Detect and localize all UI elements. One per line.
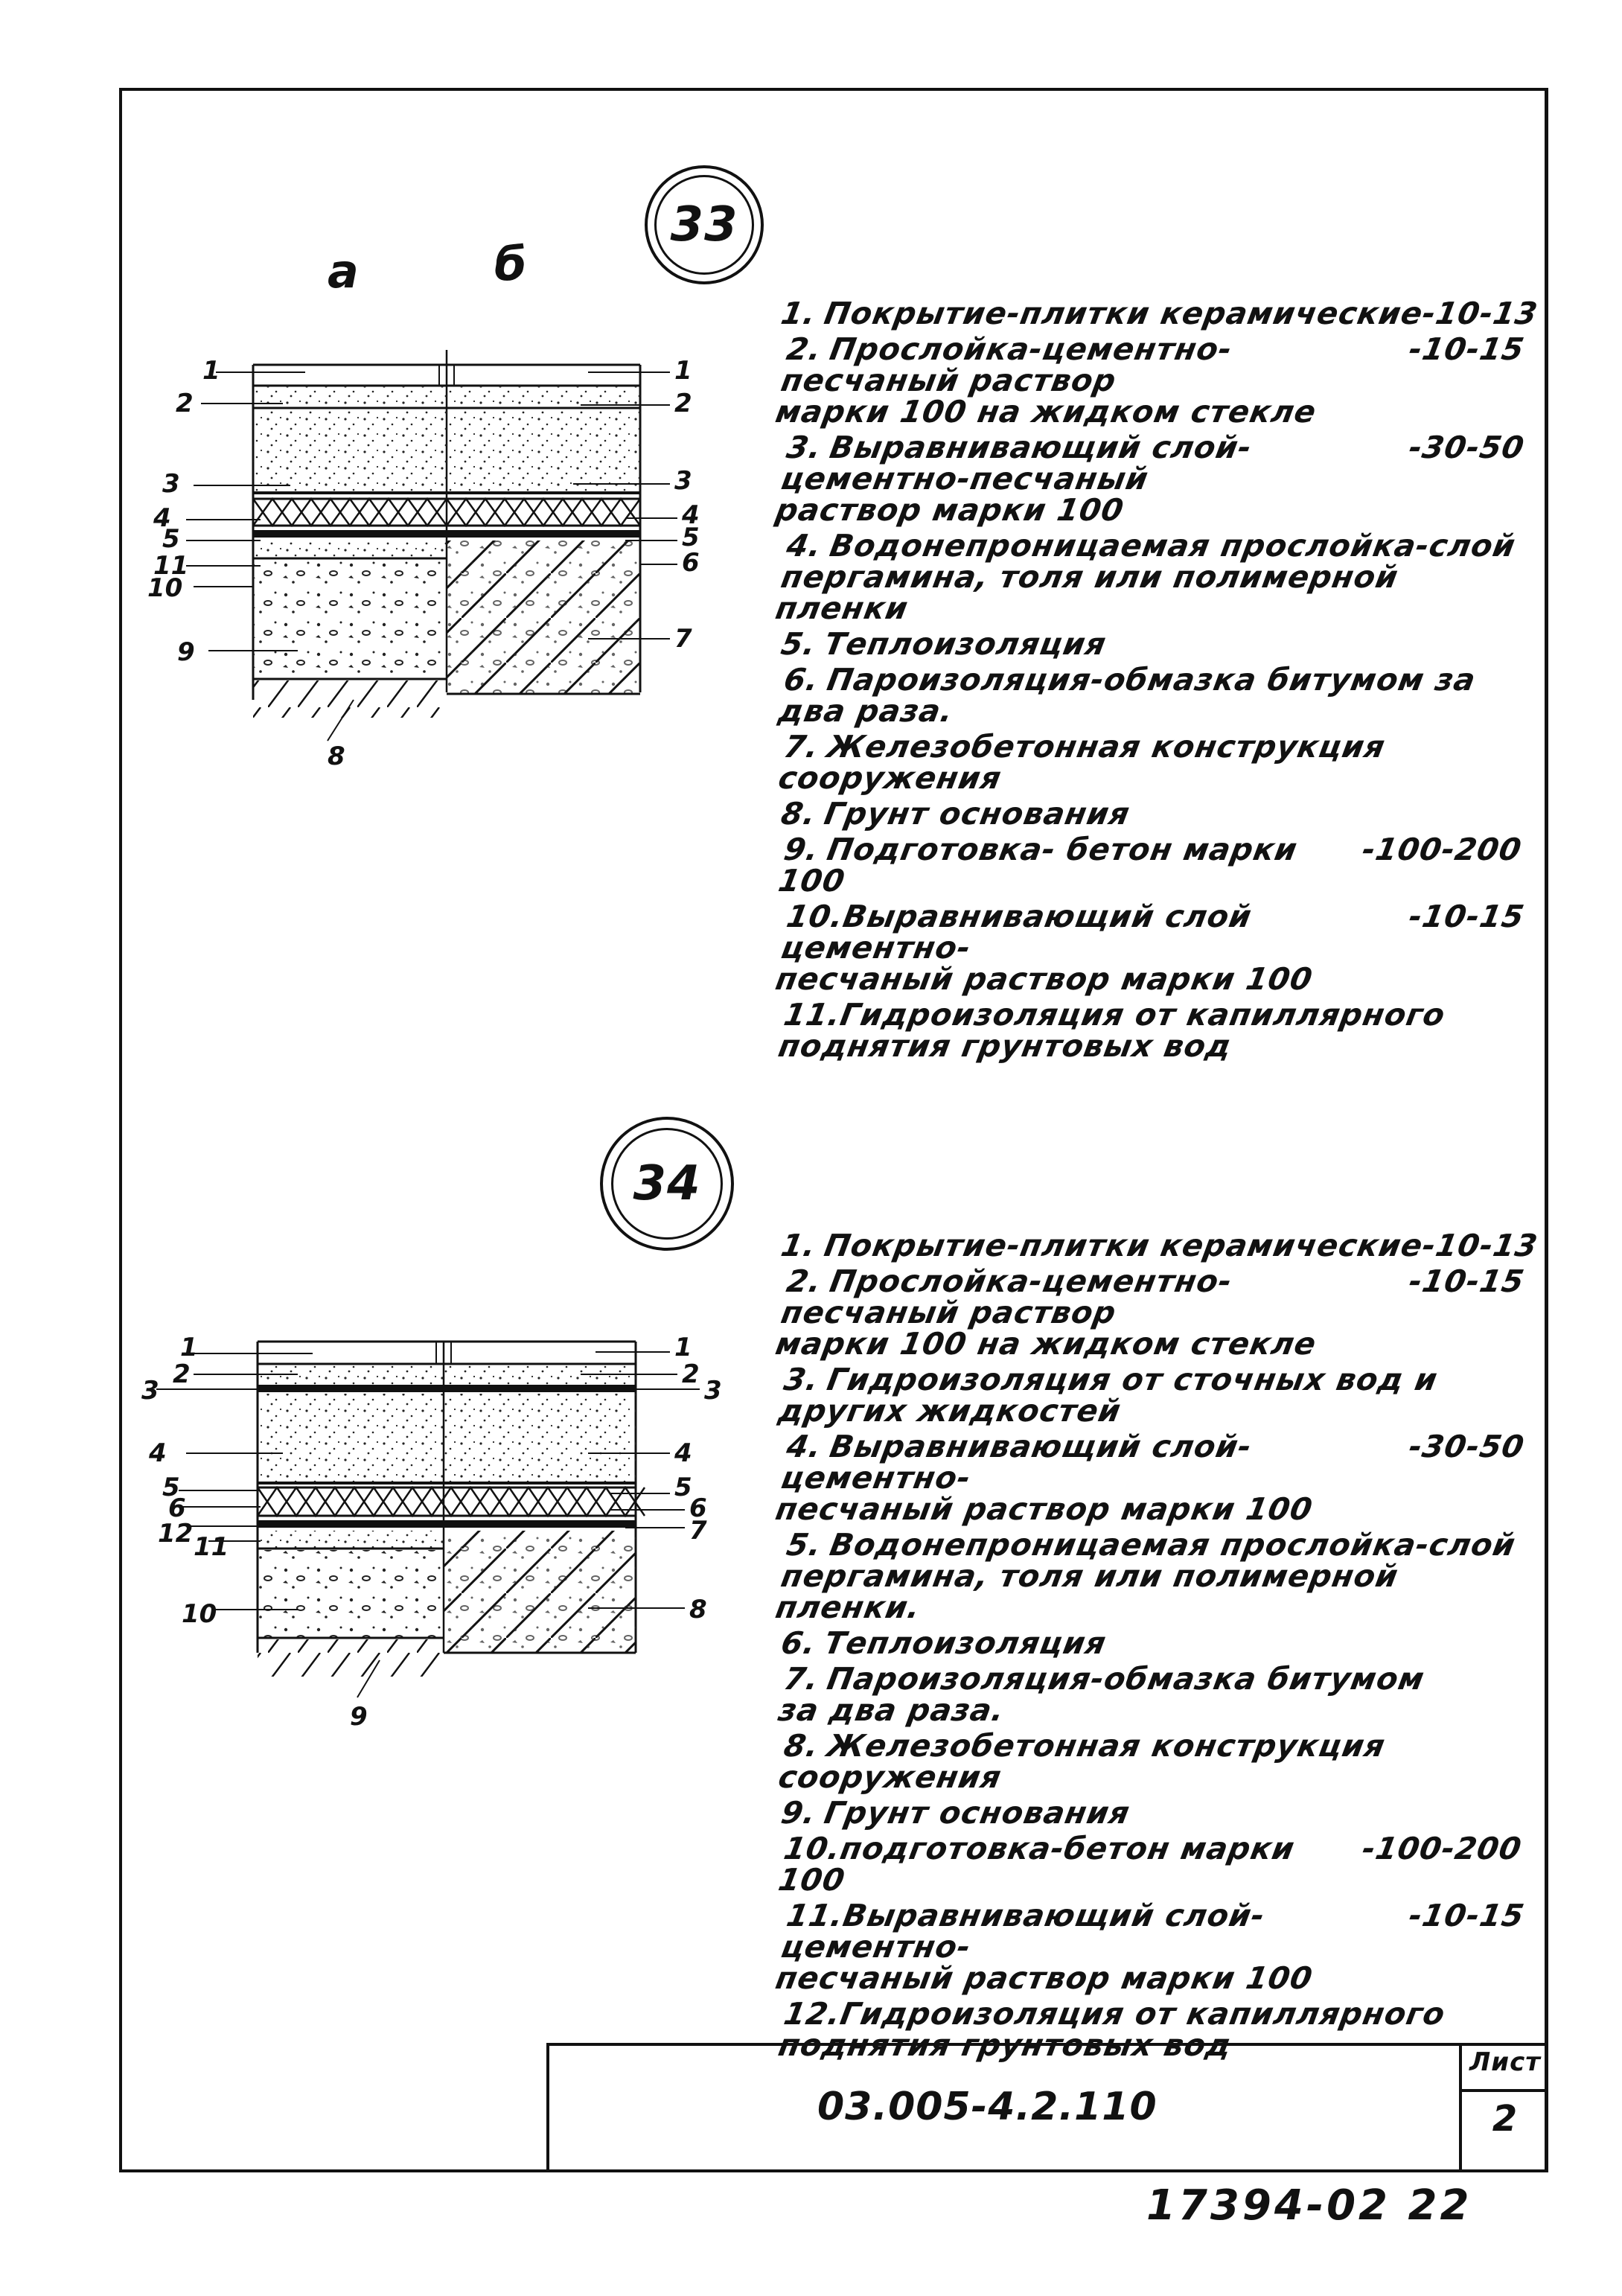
- legend-item-number: 9.: [778, 1795, 820, 1831]
- legend-item-text: Грунт основания: [821, 1795, 1133, 1831]
- d33-callout-4-right: 4: [682, 500, 700, 530]
- sheet-number: 2: [1492, 2098, 1519, 2140]
- d34-callout-10-left: 10: [182, 1599, 217, 1629]
- legend-item: [773, 901, 1549, 995]
- detail-34-circle: [600, 1117, 734, 1251]
- legend-item: [773, 1529, 1549, 1623]
- legend-item-text: Выравнивающий слой-цементно- песчаный раствор марки 100: [773, 1898, 1316, 1996]
- d34-callout-2-right: 2: [682, 1359, 700, 1389]
- legend-item-text: Подготовка- бетон марки 100: [776, 832, 1300, 899]
- legend-item: [776, 1831, 1547, 1898]
- legend-item: [776, 999, 1547, 1062]
- d33-callout-2-left: 2: [176, 389, 194, 418]
- d34-callout-9: 9: [350, 1702, 368, 1732]
- d34-callout-3-right: 3: [704, 1376, 722, 1406]
- legend-item: [779, 298, 1543, 329]
- legend-item-text: Железобетонная конструкция сооружения: [776, 1728, 1388, 1795]
- legend-item-thickness: -10-15: [1406, 1898, 1527, 1933]
- legend-item-text: Теплоизоляция: [821, 1625, 1110, 1661]
- d34-callout-6-right: 6: [689, 1493, 707, 1523]
- legend-item-text: Прослойка-цементно-песчаный раствор марки 100 на жидком стекле: [773, 1263, 1320, 1362]
- d34-callout-12-left: 12: [158, 1519, 194, 1549]
- d34-callout-5-left: 5: [162, 1473, 180, 1502]
- legend-item-number: 8.: [778, 796, 820, 832]
- legend-item: [778, 796, 1543, 832]
- d34-callout-3-left: 3: [141, 1376, 159, 1406]
- legend-item-number: 3.: [781, 1362, 823, 1397]
- d33-callout-1-right: 1: [674, 356, 692, 386]
- d33-callout-7-right: 7: [674, 624, 692, 654]
- legend-item-number: 4.: [784, 1429, 825, 1464]
- legend-item-number: 12.: [781, 1996, 844, 2032]
- d34-callout-2-left: 2: [173, 1359, 191, 1389]
- legend-item-number: 3.: [784, 430, 825, 465]
- d33-callout-1-left: 1: [202, 356, 220, 386]
- legend-item-thickness: -10-15: [1406, 899, 1527, 934]
- legend-item-text: Гидроизоляция от капиллярного поднятия грунтовых вод: [776, 997, 1449, 1064]
- legend-item: [776, 1362, 1547, 1429]
- title-block: [546, 2043, 1548, 2172]
- d33-callout-3-left: 3: [162, 469, 180, 499]
- legend-item: [773, 432, 1549, 526]
- d33-callout-8: 8: [328, 742, 345, 771]
- legend-item-text: Водонепроницаемая прослойка-слой пергамина, толя или полимерной пленки.: [773, 1527, 1519, 1625]
- legend-item-number: 6.: [778, 1625, 820, 1661]
- d34-callout-4-right: 4: [674, 1438, 692, 1468]
- legend-item-number: 5.: [784, 1527, 825, 1563]
- column-a-label: а: [328, 244, 360, 299]
- d34-callout-4-left: 4: [149, 1438, 167, 1468]
- legend-item-text: Покрытие-плитки керамические-10-13: [821, 296, 1541, 331]
- legend-item: [776, 664, 1547, 727]
- d34-callout-11-left: 11: [194, 1532, 229, 1562]
- legend-item-number: 7.: [781, 1661, 823, 1697]
- d34-callout-5-right: 5: [674, 1473, 692, 1502]
- legend-item-text: Выравнивающий слой цементно- песчаный раствор марки 100: [773, 899, 1316, 997]
- legend-item: [776, 1730, 1547, 1793]
- detail-33-number: 33: [670, 197, 738, 252]
- legend-item-text: Гидроизоляция от капиллярного поднятия грунтовых вод: [776, 1996, 1449, 2063]
- legend-item-number: 6.: [781, 662, 823, 698]
- column-b-label: б: [494, 237, 528, 291]
- detail-34-legend: [773, 1228, 1541, 2065]
- legend-item-thickness: -10-15: [1406, 331, 1527, 367]
- d34-callout-1-right: 1: [674, 1333, 692, 1362]
- legend-item-text: Прослойка-цементно-песчаный раствор марки 100 на жидком стекле: [773, 331, 1320, 430]
- detail-34-number: 34: [633, 1156, 701, 1211]
- legend-item-number: 1.: [778, 296, 820, 331]
- legend-item-text: Выравнивающий слой-цементно- песчаный раствор марки 100: [773, 1429, 1316, 1527]
- detail-34-section-drawing: [149, 1325, 715, 1712]
- legend-item-text: Водонепроницаемая прослойка-слой пергамина, толя или полимерной пленки: [773, 528, 1519, 626]
- document-code: 03.005-4.2.110: [817, 2085, 1158, 2129]
- archive-number: 17394-02 22: [1146, 2181, 1472, 2230]
- detail-33-section-drawing: [149, 350, 715, 767]
- sheet-cell: [1459, 2046, 1548, 2172]
- legend-item-number: 4.: [784, 528, 825, 564]
- legend-item-number: 10.: [784, 899, 847, 934]
- legend-item-number: 1.: [778, 1228, 820, 1263]
- legend-item: [773, 530, 1549, 624]
- legend-item: [779, 1230, 1543, 1261]
- legend-item: [776, 1663, 1547, 1726]
- legend-item: [773, 1900, 1549, 1994]
- d33-callout-5-left: 5: [162, 524, 180, 554]
- legend-item-text: Пароизоляция-обмазка битумом за два раза.: [776, 662, 1479, 729]
- d34-callout-8-right: 8: [689, 1595, 707, 1624]
- legend-item-number: 2.: [784, 1263, 825, 1299]
- d33-callout-3-right: 3: [674, 466, 692, 496]
- d34-callout-7-right: 7: [689, 1516, 707, 1546]
- d34-callout-6-left: 6: [168, 1493, 186, 1523]
- d33-callout-9-left: 9: [177, 637, 195, 667]
- legend-item-text: Теплоизоляция: [821, 626, 1110, 662]
- legend-item-text: Выравнивающий слой-цементно-песчаный раствор марки 100: [773, 430, 1255, 528]
- d33-callout-2-right: 2: [674, 389, 692, 418]
- legend-item-thickness: -100-200: [1359, 832, 1524, 867]
- legend-item-number: 8.: [781, 1728, 823, 1764]
- legend-item-number: 7.: [781, 729, 823, 765]
- legend-item: [776, 731, 1547, 794]
- detail-33-legend: [773, 296, 1541, 1066]
- legend-item: [773, 1263, 1549, 1362]
- legend-item-text: подготовка-бетон марки 100: [776, 1831, 1298, 1898]
- legend-item-number: 5.: [778, 626, 820, 662]
- d34-callout-1-left: 1: [180, 1333, 198, 1362]
- detail-33-circle: [645, 165, 764, 284]
- legend-item: [779, 1627, 1543, 1659]
- legend-item-text: Пароизоляция-обмазка битумом за два раза.: [776, 1661, 1428, 1728]
- legend-item-text: Гидроизоляция от сточных вод и других жидкостей: [776, 1362, 1441, 1429]
- sheet-label: Лист: [1462, 2047, 1548, 2092]
- legend-item-text: Грунт основания: [821, 796, 1133, 832]
- legend-item: [773, 1431, 1549, 1525]
- legend-item-thickness: -10-15: [1406, 1263, 1527, 1299]
- d33-callout-10-left: 10: [147, 573, 183, 603]
- d33-callout-4-left: 4: [153, 503, 171, 533]
- d33-callout-6-right: 6: [682, 548, 700, 578]
- legend-item-number: 10.: [781, 1831, 844, 1866]
- legend-item-number: 11.: [781, 997, 844, 1033]
- legend-item: [779, 628, 1543, 660]
- legend-item: [773, 331, 1549, 430]
- legend-item-thickness: -30-50: [1406, 1429, 1527, 1464]
- legend-item-text: Железобетонная конструкция сооружения: [776, 729, 1388, 796]
- legend-item-number: 2.: [784, 331, 825, 367]
- legend-item-number: 9.: [781, 832, 823, 867]
- legend-item: [776, 832, 1547, 899]
- legend-item-number: 11.: [784, 1898, 847, 1933]
- d33-callout-5-right: 5: [682, 523, 700, 552]
- legend-item: [778, 1795, 1543, 1831]
- legend-item-thickness: -100-200: [1359, 1831, 1524, 1866]
- d33-callout-11-left: 11: [153, 551, 189, 581]
- legend-item-text: Покрытие-плитки керамические-10-13: [821, 1228, 1541, 1263]
- legend-item-thickness: -30-50: [1406, 430, 1527, 465]
